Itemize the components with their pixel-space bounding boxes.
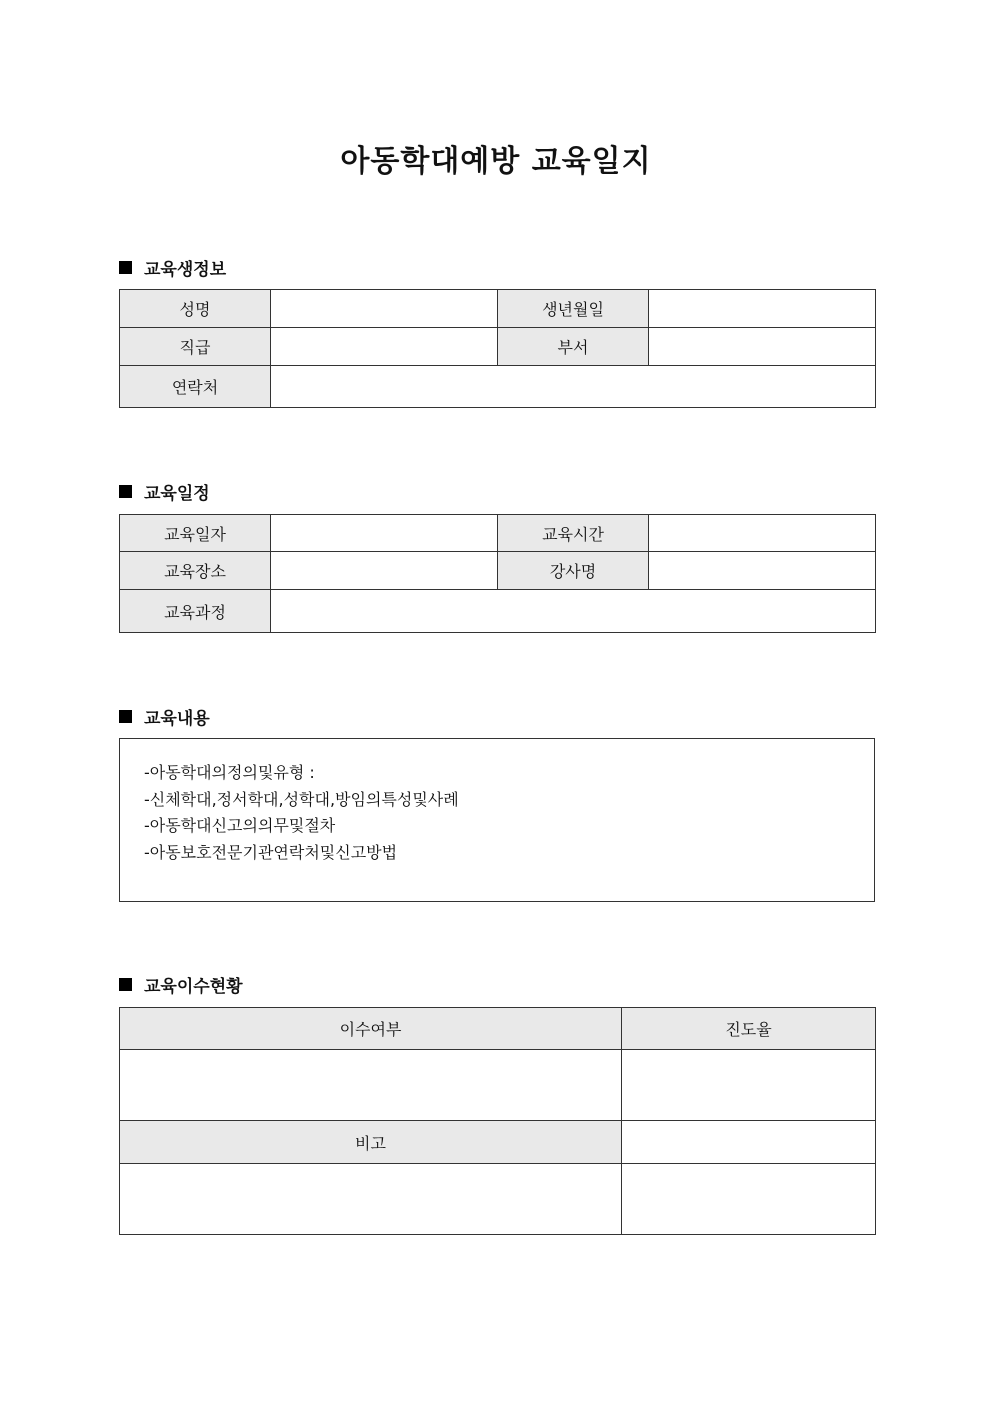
progress-value-cell[interactable] [622,1050,876,1121]
instructor-label: 강사명 [498,552,649,590]
dept-label: 부서 [498,328,649,366]
dept-value-cell[interactable] [649,328,876,366]
completed-value-cell[interactable] [120,1050,622,1121]
time-value-cell[interactable] [649,515,876,552]
section-heading-schedule-text: 교육일정 [144,484,210,504]
place-label: 교육장소 [120,552,271,590]
rank-label: 직급 [120,328,271,366]
completion-table [119,1007,876,1235]
time-label: 교육시간 [498,515,649,552]
name-label: 성명 [120,290,271,328]
contact-value-cell[interactable] [271,366,876,408]
date-label: 교육일자 [120,515,271,552]
square-bullet-icon [119,485,132,498]
section-heading-completion-text: 교육이수현황 [144,977,243,997]
remarks-side-cell[interactable] [622,1121,876,1164]
progress-label: 진도율 [622,1008,876,1050]
name-value-cell[interactable] [271,290,498,328]
square-bullet-icon [119,978,132,991]
remarks-value-cell[interactable] [120,1164,622,1235]
page-title: 아동학대예방 교육일지 [340,144,652,179]
schedule-table [119,514,876,633]
place-value-cell[interactable] [271,552,498,590]
course-value-cell[interactable] [271,590,876,633]
section-heading-content-text: 교육내용 [144,709,210,729]
contact-label: 연락처 [120,366,271,408]
completed-label: 이수여부 [120,1008,622,1050]
content-line: -아동학대의정의및유형 : [144,763,315,782]
trainee-info-table [119,289,876,408]
instructor-value-cell[interactable] [649,552,876,590]
rank-value-cell[interactable] [271,328,498,366]
section-heading-schedule [119,479,210,504]
section-heading-content [119,704,210,729]
remarks-label: 비고 [120,1121,622,1164]
remarks-extra-cell[interactable] [622,1164,876,1235]
section-heading-completion [119,972,243,997]
section-heading-info-text: 교육생정보 [144,260,227,280]
content-box[interactable] [119,738,875,902]
course-label: 교육과정 [120,590,271,633]
birth-label: 생년월일 [498,290,649,328]
content-line: -신체학대,정서학대,성학대,방임의특성및사례 [144,790,459,809]
content-line: -아동학대신고의의무및절차 [144,816,336,835]
content-line: -아동보호전문기관연락처및신고방법 [144,843,398,862]
birth-value-cell[interactable] [649,290,876,328]
square-bullet-icon [119,710,132,723]
square-bullet-icon [119,261,132,274]
date-value-cell[interactable] [271,515,498,552]
section-heading-info [119,255,226,280]
